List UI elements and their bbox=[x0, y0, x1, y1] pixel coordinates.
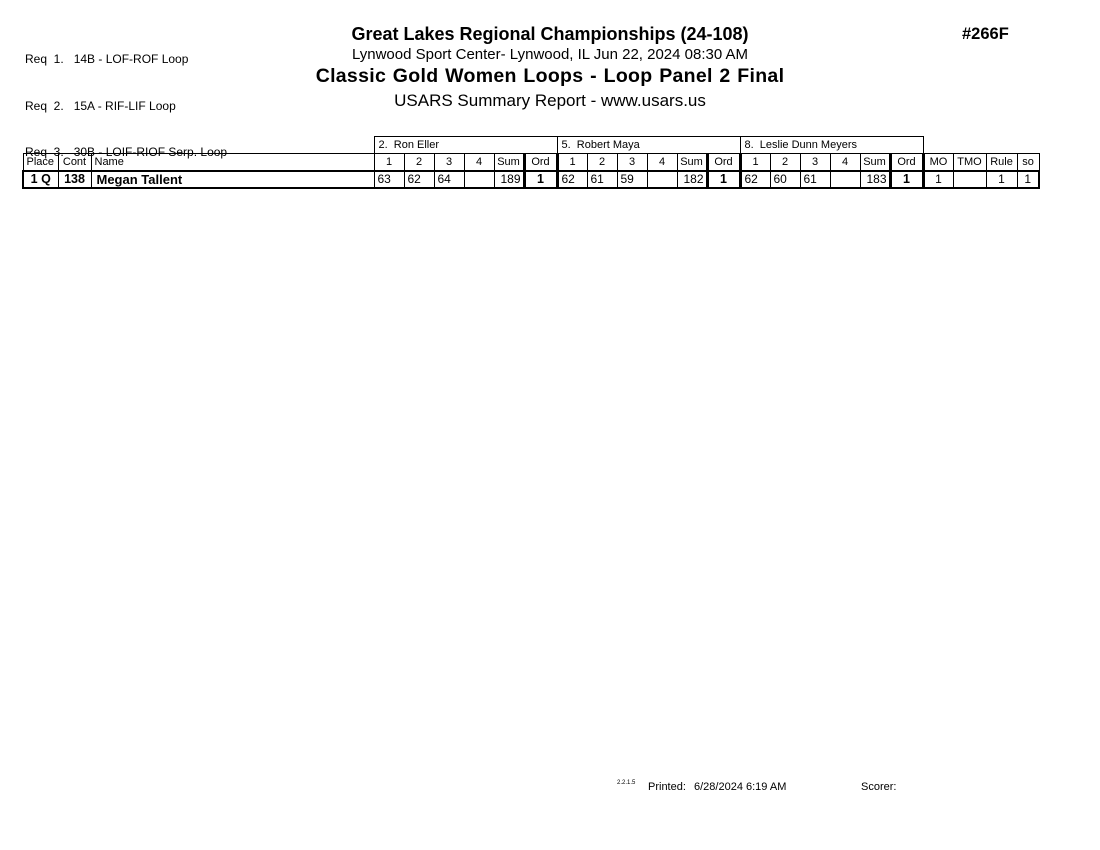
j2-trial1-score: 62 bbox=[557, 171, 587, 188]
so-value: 1 bbox=[1017, 171, 1039, 188]
judge-1-name: 2. Ron Eller bbox=[374, 137, 557, 154]
col-header-cont: Cont bbox=[58, 154, 91, 171]
scorer-label: Scorer: bbox=[861, 781, 897, 793]
col-header-mo: MO bbox=[923, 154, 953, 171]
report-type-line: USARS Summary Report - www.usars.us bbox=[394, 91, 706, 110]
division-event-title: Classic Gold Women Loops - Loop Panel 2 Final bbox=[315, 65, 785, 87]
col-header-j3-trial3: 3 bbox=[800, 154, 830, 171]
tmo-value bbox=[953, 171, 986, 188]
judge-row-spacer-right bbox=[923, 137, 1039, 154]
j3-trial2-score: 60 bbox=[770, 171, 800, 188]
col-header-j1-sum: Sum bbox=[494, 154, 524, 171]
col-header-j3-sum: Sum bbox=[860, 154, 890, 171]
software-version: 2.2.1.5 bbox=[617, 780, 636, 786]
j1-trial1-score: 63 bbox=[374, 171, 404, 188]
col-header-rule: Rule bbox=[986, 154, 1017, 171]
column-header-row bbox=[23, 154, 1039, 171]
col-header-place: Place bbox=[23, 154, 58, 171]
j2-ordinal: 1 bbox=[707, 171, 740, 188]
requirement-line-1: Req 1. 14B - LOF-ROF Loop bbox=[25, 52, 189, 66]
col-header-j3-trial4: 4 bbox=[830, 154, 860, 171]
championship-title: Great Lakes Regional Championships (24-108) bbox=[351, 24, 749, 44]
j3-trial1-score: 62 bbox=[740, 171, 770, 188]
j3-trial4-score bbox=[830, 171, 860, 188]
col-header-j1-trial3: 3 bbox=[434, 154, 464, 171]
col-header-j1-trial4: 4 bbox=[464, 154, 494, 171]
col-header-j3-ord: Ord bbox=[890, 154, 923, 171]
col-header-j2-ord: Ord bbox=[707, 154, 740, 171]
j3-ordinal: 1 bbox=[890, 171, 923, 188]
judge-3-name: 8. Leslie Dunn Meyers bbox=[740, 137, 923, 154]
mo-value: 1 bbox=[923, 171, 953, 188]
judge-2-name: 5. Robert Maya bbox=[557, 137, 740, 154]
j1-trial4-score bbox=[464, 171, 494, 188]
col-header-so: so bbox=[1017, 154, 1039, 171]
skater-name: Megan Tallent bbox=[91, 171, 374, 188]
col-header-name: Name bbox=[91, 154, 374, 171]
printed-label: Printed: bbox=[648, 781, 686, 793]
venue-datetime-line: Lynwood Sport Center- Lynwood, IL Jun 22, 2024 08:30 AM bbox=[351, 46, 749, 63]
col-header-tmo: TMO bbox=[953, 154, 986, 171]
j2-trial4-score bbox=[647, 171, 677, 188]
j2-trial2-score: 61 bbox=[587, 171, 617, 188]
result-row bbox=[23, 171, 1039, 188]
j1-trial2-score: 62 bbox=[404, 171, 434, 188]
report-header bbox=[0, 24, 1100, 110]
results-table bbox=[22, 136, 1040, 189]
j3-trial3-score: 61 bbox=[800, 171, 830, 188]
col-header-j2-trial2: 2 bbox=[587, 154, 617, 171]
j3-sum-score: 183 bbox=[860, 171, 890, 188]
col-header-j3-trial2: 2 bbox=[770, 154, 800, 171]
j1-ordinal: 1 bbox=[524, 171, 557, 188]
col-header-j1-trial2: 2 bbox=[404, 154, 434, 171]
col-header-j2-trial3: 3 bbox=[617, 154, 647, 171]
printed-datetime: 6/28/2024 6:19 AM bbox=[694, 781, 787, 793]
requirement-line-2: Req 2. 15A - RIF-LIF Loop bbox=[25, 98, 176, 113]
j1-sum-score: 189 bbox=[494, 171, 524, 188]
judge-row-spacer-left bbox=[23, 137, 374, 154]
col-header-j2-trial1: 1 bbox=[557, 154, 587, 171]
place-value: 1 Q bbox=[23, 171, 58, 188]
col-header-j1-trial1: 1 bbox=[374, 154, 404, 171]
col-header-j1-ord: Ord bbox=[524, 154, 557, 171]
j1-trial3-score: 64 bbox=[434, 171, 464, 188]
event-number: #266F bbox=[962, 25, 1009, 43]
contestant-number: 138 bbox=[58, 171, 91, 188]
judge-header-row bbox=[23, 137, 1039, 154]
col-header-j2-trial4: 4 bbox=[647, 154, 677, 171]
col-header-j2-sum: Sum bbox=[677, 154, 707, 171]
rule-value: 1 bbox=[986, 171, 1017, 188]
col-header-j3-trial1: 1 bbox=[740, 154, 770, 171]
j2-trial3-score: 59 bbox=[617, 171, 647, 188]
j2-sum-score: 182 bbox=[677, 171, 707, 188]
requirement-line-3: Req 3. 30B - LOIF-RIOF Serp. Loop bbox=[25, 145, 228, 159]
